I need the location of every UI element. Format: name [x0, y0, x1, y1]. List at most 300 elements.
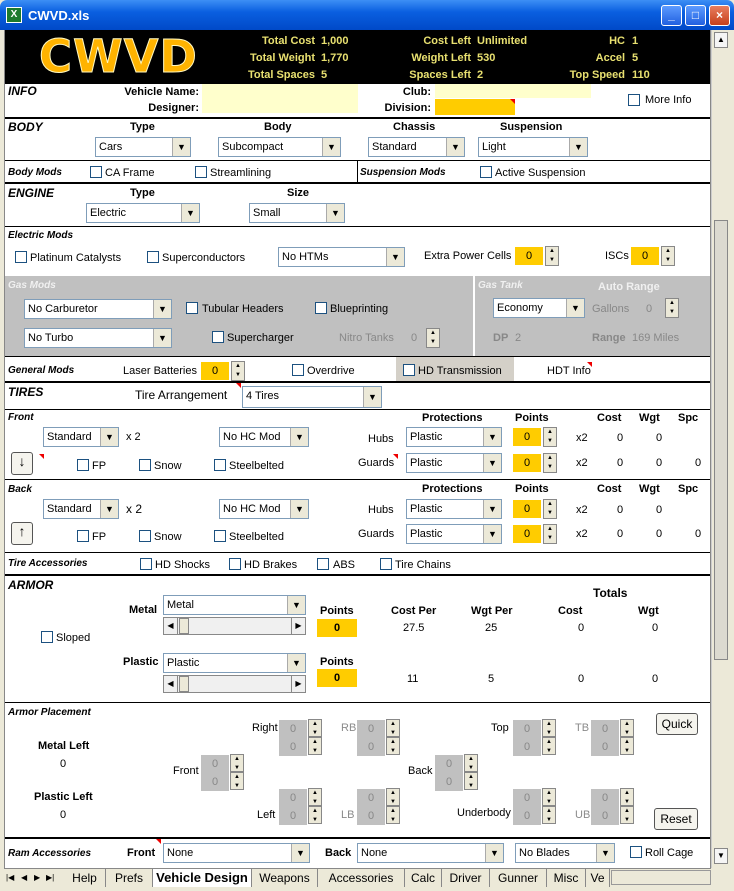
chassis-label: Chassis: [393, 121, 436, 133]
blueprinting-checkbox[interactable]: [315, 302, 327, 314]
back-plastic-spinner[interactable]: ▲ ▼: [464, 772, 478, 790]
plastic-armor-slider[interactable]: [163, 675, 306, 693]
laser-batteries-label: Laser Batteries: [123, 365, 197, 377]
armor-section-title: ARMOR: [8, 578, 54, 592]
next-sheet-icon[interactable]: ▶: [34, 873, 41, 882]
metal-wgt-per: 25: [485, 622, 498, 634]
ram-front-label: Front: [127, 847, 156, 859]
cwvd-logo: CWVD: [39, 30, 198, 83]
tab-calc[interactable]: Calc: [405, 869, 442, 887]
front-hubs-label: Hubs: [368, 433, 394, 445]
prev-sheet-icon[interactable]: ◀: [21, 873, 28, 882]
back-steelbelted-checkbox[interactable]: [214, 530, 226, 542]
divider: [5, 837, 711, 839]
back-hubs-spinner[interactable]: ▲ ▼: [543, 499, 557, 519]
laser-batteries-spinner[interactable]: ▲ ▼: [231, 361, 245, 381]
divider: [5, 226, 711, 227]
divider: [5, 356, 711, 357]
stat-label: Total Spaces: [247, 69, 315, 81]
hd-shocks-label: HD Shocks: [155, 559, 211, 571]
engine-size-value: Small: [253, 207, 281, 219]
front-hc-mod-value: No HC Mod: [223, 431, 281, 443]
streamlining-checkbox[interactable]: [195, 166, 207, 178]
hd-brakes-label: HD Brakes: [244, 559, 298, 571]
reset-button[interactable]: Reset: [654, 808, 698, 830]
engine-section-title: ENGINE: [8, 186, 55, 200]
left-metal-spinner[interactable]: ▲ ▼: [308, 788, 322, 806]
superconductors-label: Superconductors: [162, 252, 246, 264]
plastic-cost-per: 11: [407, 673, 419, 685]
htm-value: No HTMs: [282, 251, 329, 263]
wgt-label: Wgt: [638, 605, 659, 617]
abs-checkbox[interactable]: [317, 558, 329, 570]
front-hubs-wgt: 0: [656, 432, 663, 444]
plastic-left-value: 0: [60, 809, 67, 821]
sheet-tab-bar: [4, 868, 711, 886]
comment-marker: [393, 454, 398, 459]
back-guards-spinner[interactable]: ▲ ▼: [543, 524, 557, 544]
protections-header: Protections: [422, 412, 483, 424]
cost-header: Cost: [597, 483, 622, 495]
hd-transmission-label: HD Transmission: [418, 365, 502, 377]
back-hc-mod-value: No HC Mod: [223, 503, 281, 515]
active-suspension-checkbox[interactable]: [480, 166, 492, 178]
back-hc-mod-select[interactable]: [219, 499, 309, 519]
back-plastic-value[interactable]: 0: [435, 773, 463, 791]
chevron-down-icon: ▼: [172, 138, 190, 156]
plastic-points-label: Points: [320, 656, 354, 668]
stat-value: 1,770: [321, 52, 349, 64]
extra-power-cells-value[interactable]: 0: [515, 247, 543, 265]
left-plastic-spinner[interactable]: ▲ ▼: [308, 806, 322, 824]
chevron-right-icon[interactable]: ▶: [291, 618, 305, 634]
metal-left-value: 0: [60, 758, 67, 770]
points-header: Points: [515, 412, 549, 424]
header-banner: [5, 30, 711, 84]
range-label: Range: [592, 332, 626, 344]
front-steelbelted-checkbox[interactable]: [214, 459, 226, 471]
underbody-metal-spinner[interactable]: ▲ ▼: [542, 788, 556, 806]
lb-plastic-spinner[interactable]: ▲ ▼: [386, 806, 400, 824]
gas-mods-label: Gas Mods: [8, 280, 56, 291]
plastic-left-label: Plastic Left: [34, 791, 93, 803]
tab-accessories[interactable]: Accessories: [318, 869, 405, 887]
vehicle-name-field[interactable]: [202, 84, 358, 113]
front-guards-label: Guards: [358, 457, 395, 469]
gallons-value[interactable]: 0: [645, 303, 653, 315]
engine-type-label: Type: [130, 187, 155, 199]
front-guards-x: x2: [576, 457, 588, 469]
right-plastic-value[interactable]: 0: [279, 738, 307, 756]
front-metal-spinner[interactable]: ▲ ▼: [230, 754, 244, 772]
rb-label: RB: [341, 722, 357, 734]
tubular-headers-checkbox[interactable]: [186, 302, 198, 314]
tire-arrangement-select[interactable]: [242, 386, 382, 408]
tab-vehicle-design[interactable]: Vehicle Design: [153, 869, 252, 887]
ram-front-value: None: [167, 847, 194, 859]
body-label: Body: [264, 121, 292, 133]
front-guards-points[interactable]: 0: [513, 454, 541, 472]
ca-frame-label: CA Frame: [105, 167, 155, 179]
back-guards-value: Plastic: [410, 528, 443, 540]
chassis-select[interactable]: [368, 137, 465, 157]
blades-value: No Blades: [519, 847, 570, 859]
back-tire-label: Back: [8, 484, 32, 495]
gallons-label: Gallons: [592, 303, 630, 315]
gas-tank-select[interactable]: [493, 298, 585, 318]
suspension-value: Light: [482, 141, 506, 153]
carburetor-select[interactable]: [24, 299, 172, 319]
gallons-spinner[interactable]: ▲ ▼: [665, 298, 679, 318]
chevron-right-icon[interactable]: ▶: [291, 676, 305, 692]
overdrive-checkbox[interactable]: [292, 364, 304, 376]
plastic-cost: 0: [578, 673, 585, 685]
platinum-catalysts-label: Platinum Catalysts: [30, 252, 122, 264]
front-hc-mod-select[interactable]: [219, 427, 309, 447]
ram-back-select[interactable]: [357, 843, 504, 863]
streamlining-label: Streamlining: [210, 167, 272, 179]
hd-shocks-checkbox[interactable]: [140, 558, 152, 570]
chevron-down-icon: ▼: [153, 300, 171, 318]
top-plastic-value[interactable]: 0: [513, 738, 541, 756]
ub-metal-value[interactable]: 0: [591, 789, 619, 807]
stat-label: Spaces Left: [409, 69, 471, 81]
ram-back-label: Back: [325, 847, 352, 859]
front-hubs-spinner[interactable]: ▲ ▼: [543, 427, 557, 447]
tab-ve[interactable]: Ve: [586, 869, 610, 887]
stat-value: 5: [632, 52, 639, 64]
stat-label: Total Cost: [262, 35, 315, 47]
chevron-left-icon[interactable]: ◀: [164, 676, 178, 692]
back-hubs-wgt: 0: [656, 504, 663, 516]
front-guards-spinner[interactable]: ▲ ▼: [543, 453, 557, 473]
chevron-down-icon: ▼: [596, 844, 614, 862]
plastic-armor-value: Plastic: [167, 657, 200, 669]
metal-armor-slider[interactable]: [163, 617, 306, 635]
nitro-tanks-spinner[interactable]: ▲ ▼: [426, 328, 440, 348]
stat-label: Accel: [595, 52, 625, 64]
back-hubs-label: Hubs: [368, 504, 394, 516]
chevron-down-icon: ▼: [363, 387, 381, 407]
gas-tank-value: Economy: [497, 302, 543, 314]
chevron-down-icon: ▼: [386, 248, 404, 266]
ub-plastic-spinner[interactable]: ▲ ▼: [620, 806, 634, 824]
back-fp-checkbox[interactable]: [77, 530, 89, 542]
back-guards-label: Guards: [358, 528, 395, 540]
metal-wgt: 0: [652, 622, 659, 634]
supercharger-checkbox[interactable]: [212, 331, 224, 343]
body-section-title: BODY: [8, 120, 43, 134]
info-section-title: INFO: [8, 84, 37, 98]
extra-power-cells-spinner[interactable]: ▲ ▼: [545, 246, 559, 266]
suspension-label: Suspension: [500, 121, 563, 133]
underbody-metal-value[interactable]: 0: [513, 789, 541, 807]
platinum-catalysts-checkbox[interactable]: [15, 251, 27, 263]
chevron-down-icon: ▼: [483, 525, 501, 543]
underbody-plastic-spinner[interactable]: ▲ ▼: [542, 806, 556, 824]
more-info-label: More Info: [645, 94, 692, 106]
stat-value: Unlimited: [477, 35, 528, 47]
top-metal-value[interactable]: 0: [513, 720, 541, 738]
chevron-down-icon: ▼: [287, 596, 305, 614]
front-guards-wgt: 0: [656, 457, 663, 469]
sloped-checkbox[interactable]: [41, 631, 53, 643]
front-guards-spc: 0: [695, 457, 702, 469]
plastic-armor-select[interactable]: [163, 653, 306, 673]
front-fp-checkbox[interactable]: [77, 459, 89, 471]
scroll-thumb[interactable]: [714, 220, 728, 660]
tire-chains-label: Tire Chains: [395, 559, 451, 571]
suspension-mods-label: Suspension Mods: [360, 167, 446, 178]
tab-misc[interactable]: Misc: [547, 869, 586, 887]
vertical-scrollbar[interactable]: [711, 30, 729, 868]
right-plastic-spinner[interactable]: ▲ ▼: [308, 737, 322, 755]
armor-totals-label: Totals: [593, 586, 628, 600]
maximize-button[interactable]: □: [685, 5, 706, 26]
back-tire-type-select[interactable]: [43, 499, 119, 519]
range-value: 169 Miles: [632, 332, 680, 344]
scroll-up-icon[interactable]: ▲: [714, 32, 728, 48]
plastic-wgt: 0: [652, 673, 659, 685]
htm-select[interactable]: [278, 247, 405, 267]
cost-per-label: Cost Per: [391, 605, 437, 617]
underbody-plastic-value[interactable]: 0: [513, 807, 541, 825]
body-select[interactable]: [218, 137, 341, 157]
blueprinting-label: Blueprinting: [330, 303, 389, 315]
close-button[interactable]: ×: [709, 5, 730, 26]
window-title: CWVD.xls: [28, 8, 90, 23]
tab-driver[interactable]: Driver: [442, 869, 490, 887]
metal-left-label: Metal Left: [38, 740, 90, 752]
division-field[interactable]: [435, 99, 515, 115]
ram-accessories-label: Ram Accessories: [8, 848, 92, 859]
tb-plastic-spinner[interactable]: ▲ ▼: [620, 737, 634, 755]
back-tire-arrow-button[interactable]: ↑: [11, 522, 33, 545]
protections-header: Protections: [422, 483, 483, 495]
spc-header: Spc: [678, 483, 699, 495]
stat-label: Weight Left: [411, 52, 471, 64]
vehicle-name-label: Vehicle Name:: [124, 86, 199, 98]
roll-cage-label: Roll Cage: [645, 847, 694, 859]
body-type-value: Cars: [99, 141, 123, 153]
metal-points-label: Points: [320, 605, 354, 617]
metal-label: Metal: [129, 604, 158, 616]
front-tire-label: Front: [8, 412, 34, 423]
tab-weapons[interactable]: Weapons: [252, 869, 318, 887]
sloped-label: Sloped: [56, 632, 91, 644]
turbo-select[interactable]: [24, 328, 172, 348]
engine-type-select[interactable]: [86, 203, 200, 223]
more-info-checkbox[interactable]: [628, 94, 640, 106]
club-label: Club:: [402, 86, 431, 98]
slider-thumb[interactable]: [179, 676, 189, 692]
hd-transmission-checkbox[interactable]: [403, 364, 415, 376]
minimize-button[interactable]: _: [661, 5, 682, 26]
left-armor-label: Left: [257, 809, 276, 821]
active-suspension-label: Active Suspension: [495, 167, 586, 179]
rb-plastic-value[interactable]: 0: [357, 738, 385, 756]
front-plastic-spinner[interactable]: ▲ ▼: [230, 772, 244, 790]
hd-brakes-checkbox[interactable]: [229, 558, 241, 570]
turbo-value: No Turbo: [28, 332, 74, 344]
front-snow-label: Snow: [154, 460, 182, 472]
chevron-down-icon: ▼: [483, 428, 501, 446]
last-sheet-icon[interactable]: ▶|: [46, 873, 55, 882]
metal-points-value[interactable]: 0: [317, 619, 357, 637]
plastic-label: Plastic: [123, 656, 159, 668]
left-plastic-value[interactable]: 0: [279, 807, 307, 825]
scroll-down-icon[interactable]: ▼: [714, 848, 728, 864]
left-metal-value[interactable]: 0: [279, 789, 307, 807]
divider: [5, 409, 711, 410]
tb-label: TB: [575, 722, 590, 734]
engine-size-select[interactable]: [249, 203, 345, 223]
back-guards-x: x2: [576, 528, 588, 540]
right-metal-value[interactable]: 0: [279, 720, 307, 738]
dp-label: DP: [493, 332, 509, 344]
back-guards-points[interactable]: 0: [513, 525, 541, 543]
divider: [5, 574, 711, 576]
front-guards-value: Plastic: [410, 457, 443, 469]
overdrive-label: Overdrive: [307, 365, 355, 377]
tire-accessories-label: Tire Accessories: [8, 558, 88, 569]
first-sheet-icon[interactable]: |◀: [6, 873, 15, 882]
stat-label: Cost Left: [423, 35, 471, 47]
spc-header: Spc: [678, 412, 699, 424]
abs-label: ABS: [333, 559, 356, 571]
front-hubs-select[interactable]: [406, 427, 502, 447]
back-armor-label: Back: [408, 765, 433, 777]
extra-power-cells-label: Extra Power Cells: [424, 250, 512, 262]
chevron-down-icon: ▼: [100, 500, 118, 518]
tab-help[interactable]: Help: [64, 869, 106, 887]
body-type-select[interactable]: [95, 137, 191, 157]
metal-cost-per: 27.5: [403, 622, 425, 634]
horizontal-scrollbar[interactable]: [611, 870, 711, 885]
rb-plastic-spinner[interactable]: ▲ ▼: [386, 737, 400, 755]
back-metal-spinner[interactable]: ▲ ▼: [464, 754, 478, 772]
nitro-tanks-value[interactable]: 0: [410, 332, 418, 344]
superconductors-checkbox[interactable]: [147, 251, 159, 263]
back-hubs-select[interactable]: [406, 499, 502, 519]
front-guards-select[interactable]: [406, 453, 502, 473]
tire-arrangement-label: Tire Arrangement: [135, 388, 228, 402]
isc-value[interactable]: 0: [631, 247, 659, 265]
ca-frame-checkbox[interactable]: [90, 166, 102, 178]
spreadsheet: [4, 30, 711, 868]
front-metal-value[interactable]: 0: [201, 755, 229, 773]
front-snow-checkbox[interactable]: [139, 459, 151, 471]
gas-tank-label: Gas Tank: [478, 280, 523, 291]
laser-batteries-value[interactable]: 0: [201, 362, 229, 380]
tire-chains-checkbox[interactable]: [380, 558, 392, 570]
tb-metal-value[interactable]: 0: [591, 720, 619, 738]
lb-plastic-value[interactable]: 0: [357, 807, 385, 825]
stat-label: Total Weight: [250, 52, 315, 64]
slider-thumb[interactable]: [179, 618, 189, 634]
wgt-header: Wgt: [639, 483, 660, 495]
comment-marker: [587, 362, 592, 367]
divider: [5, 479, 711, 480]
stat-value: 110: [632, 69, 650, 81]
right-metal-spinner[interactable]: ▲ ▼: [308, 719, 322, 737]
comment-marker: [156, 839, 161, 844]
engine-type-value: Electric: [90, 207, 127, 219]
chevron-down-icon: ▼: [287, 654, 305, 672]
top-metal-spinner[interactable]: ▲ ▼: [542, 719, 556, 737]
tb-plastic-value[interactable]: 0: [591, 738, 619, 756]
club-field[interactable]: [435, 84, 591, 98]
front-tire-multiplier: x 2: [126, 431, 141, 443]
back-guards-wgt: 0: [656, 528, 663, 540]
stat-value: 1: [632, 35, 639, 47]
designer-label: Designer:: [148, 102, 199, 114]
plastic-points-value[interactable]: 0: [317, 669, 357, 687]
front-plastic-value[interactable]: 0: [201, 773, 229, 791]
roll-cage-checkbox[interactable]: [630, 846, 642, 858]
metal-armor-value: Metal: [167, 599, 194, 611]
isc-spinner[interactable]: ▲ ▼: [661, 246, 675, 266]
carburetor-value: No Carburetor: [28, 303, 98, 315]
ub-plastic-value[interactable]: 0: [591, 807, 619, 825]
tab-gunner[interactable]: Gunner: [490, 869, 547, 887]
metal-cost: 0: [578, 622, 585, 634]
front-hubs-points[interactable]: 0: [513, 428, 541, 446]
ram-front-select[interactable]: [163, 843, 310, 863]
chevron-left-icon[interactable]: ◀: [164, 618, 178, 634]
ub-metal-spinner[interactable]: ▲ ▼: [620, 788, 634, 806]
engine-size-label: Size: [287, 187, 310, 199]
supercharger-label: Supercharger: [227, 332, 294, 344]
suspension-select[interactable]: [478, 137, 588, 157]
chevron-down-icon: ▼: [100, 428, 118, 446]
tb-metal-spinner[interactable]: ▲ ▼: [620, 719, 634, 737]
lb-metal-spinner[interactable]: ▲ ▼: [386, 788, 400, 806]
divider: [5, 552, 711, 553]
rb-metal-value[interactable]: 0: [357, 720, 385, 738]
top-plastic-spinner[interactable]: ▲ ▼: [542, 737, 556, 755]
back-snow-checkbox[interactable]: [139, 530, 151, 542]
back-guards-select[interactable]: [406, 524, 502, 544]
back-hubs-points[interactable]: 0: [513, 500, 541, 518]
hdt-info-label[interactable]: HDT Info: [547, 365, 591, 377]
front-tire-type-select[interactable]: [43, 427, 119, 447]
back-tire-type-value: Standard: [47, 503, 92, 515]
underbody-label: Underbody: [457, 807, 511, 819]
tires-section-title: TIRES: [8, 385, 44, 399]
metal-armor-select[interactable]: [163, 595, 306, 615]
divider: [5, 381, 711, 383]
quick-button[interactable]: Quick: [656, 713, 698, 735]
back-metal-value[interactable]: 0: [435, 755, 463, 773]
front-tire-arrow-button[interactable]: ↓: [11, 452, 33, 475]
lb-metal-value[interactable]: 0: [357, 789, 385, 807]
chevron-down-icon: ▼: [485, 844, 503, 862]
electric-mods-label: Electric Mods: [8, 230, 74, 241]
chevron-down-icon: ▼: [566, 299, 584, 317]
blades-select[interactable]: [515, 843, 615, 863]
back-steelbelted-label: Steelbelted: [229, 531, 285, 543]
front-hubs-x: x2: [576, 432, 588, 444]
rb-metal-spinner[interactable]: ▲ ▼: [386, 719, 400, 737]
front-steelbelted-label: Steelbelted: [229, 460, 285, 472]
chevron-down-icon: ▼: [153, 329, 171, 347]
chevron-down-icon: ▼: [569, 138, 587, 156]
general-mods-label: General Mods: [8, 365, 75, 376]
tab-prefs[interactable]: Prefs: [106, 869, 153, 887]
plastic-wgt-per: 5: [488, 673, 495, 685]
nitro-tanks-label: Nitro Tanks: [339, 332, 394, 344]
